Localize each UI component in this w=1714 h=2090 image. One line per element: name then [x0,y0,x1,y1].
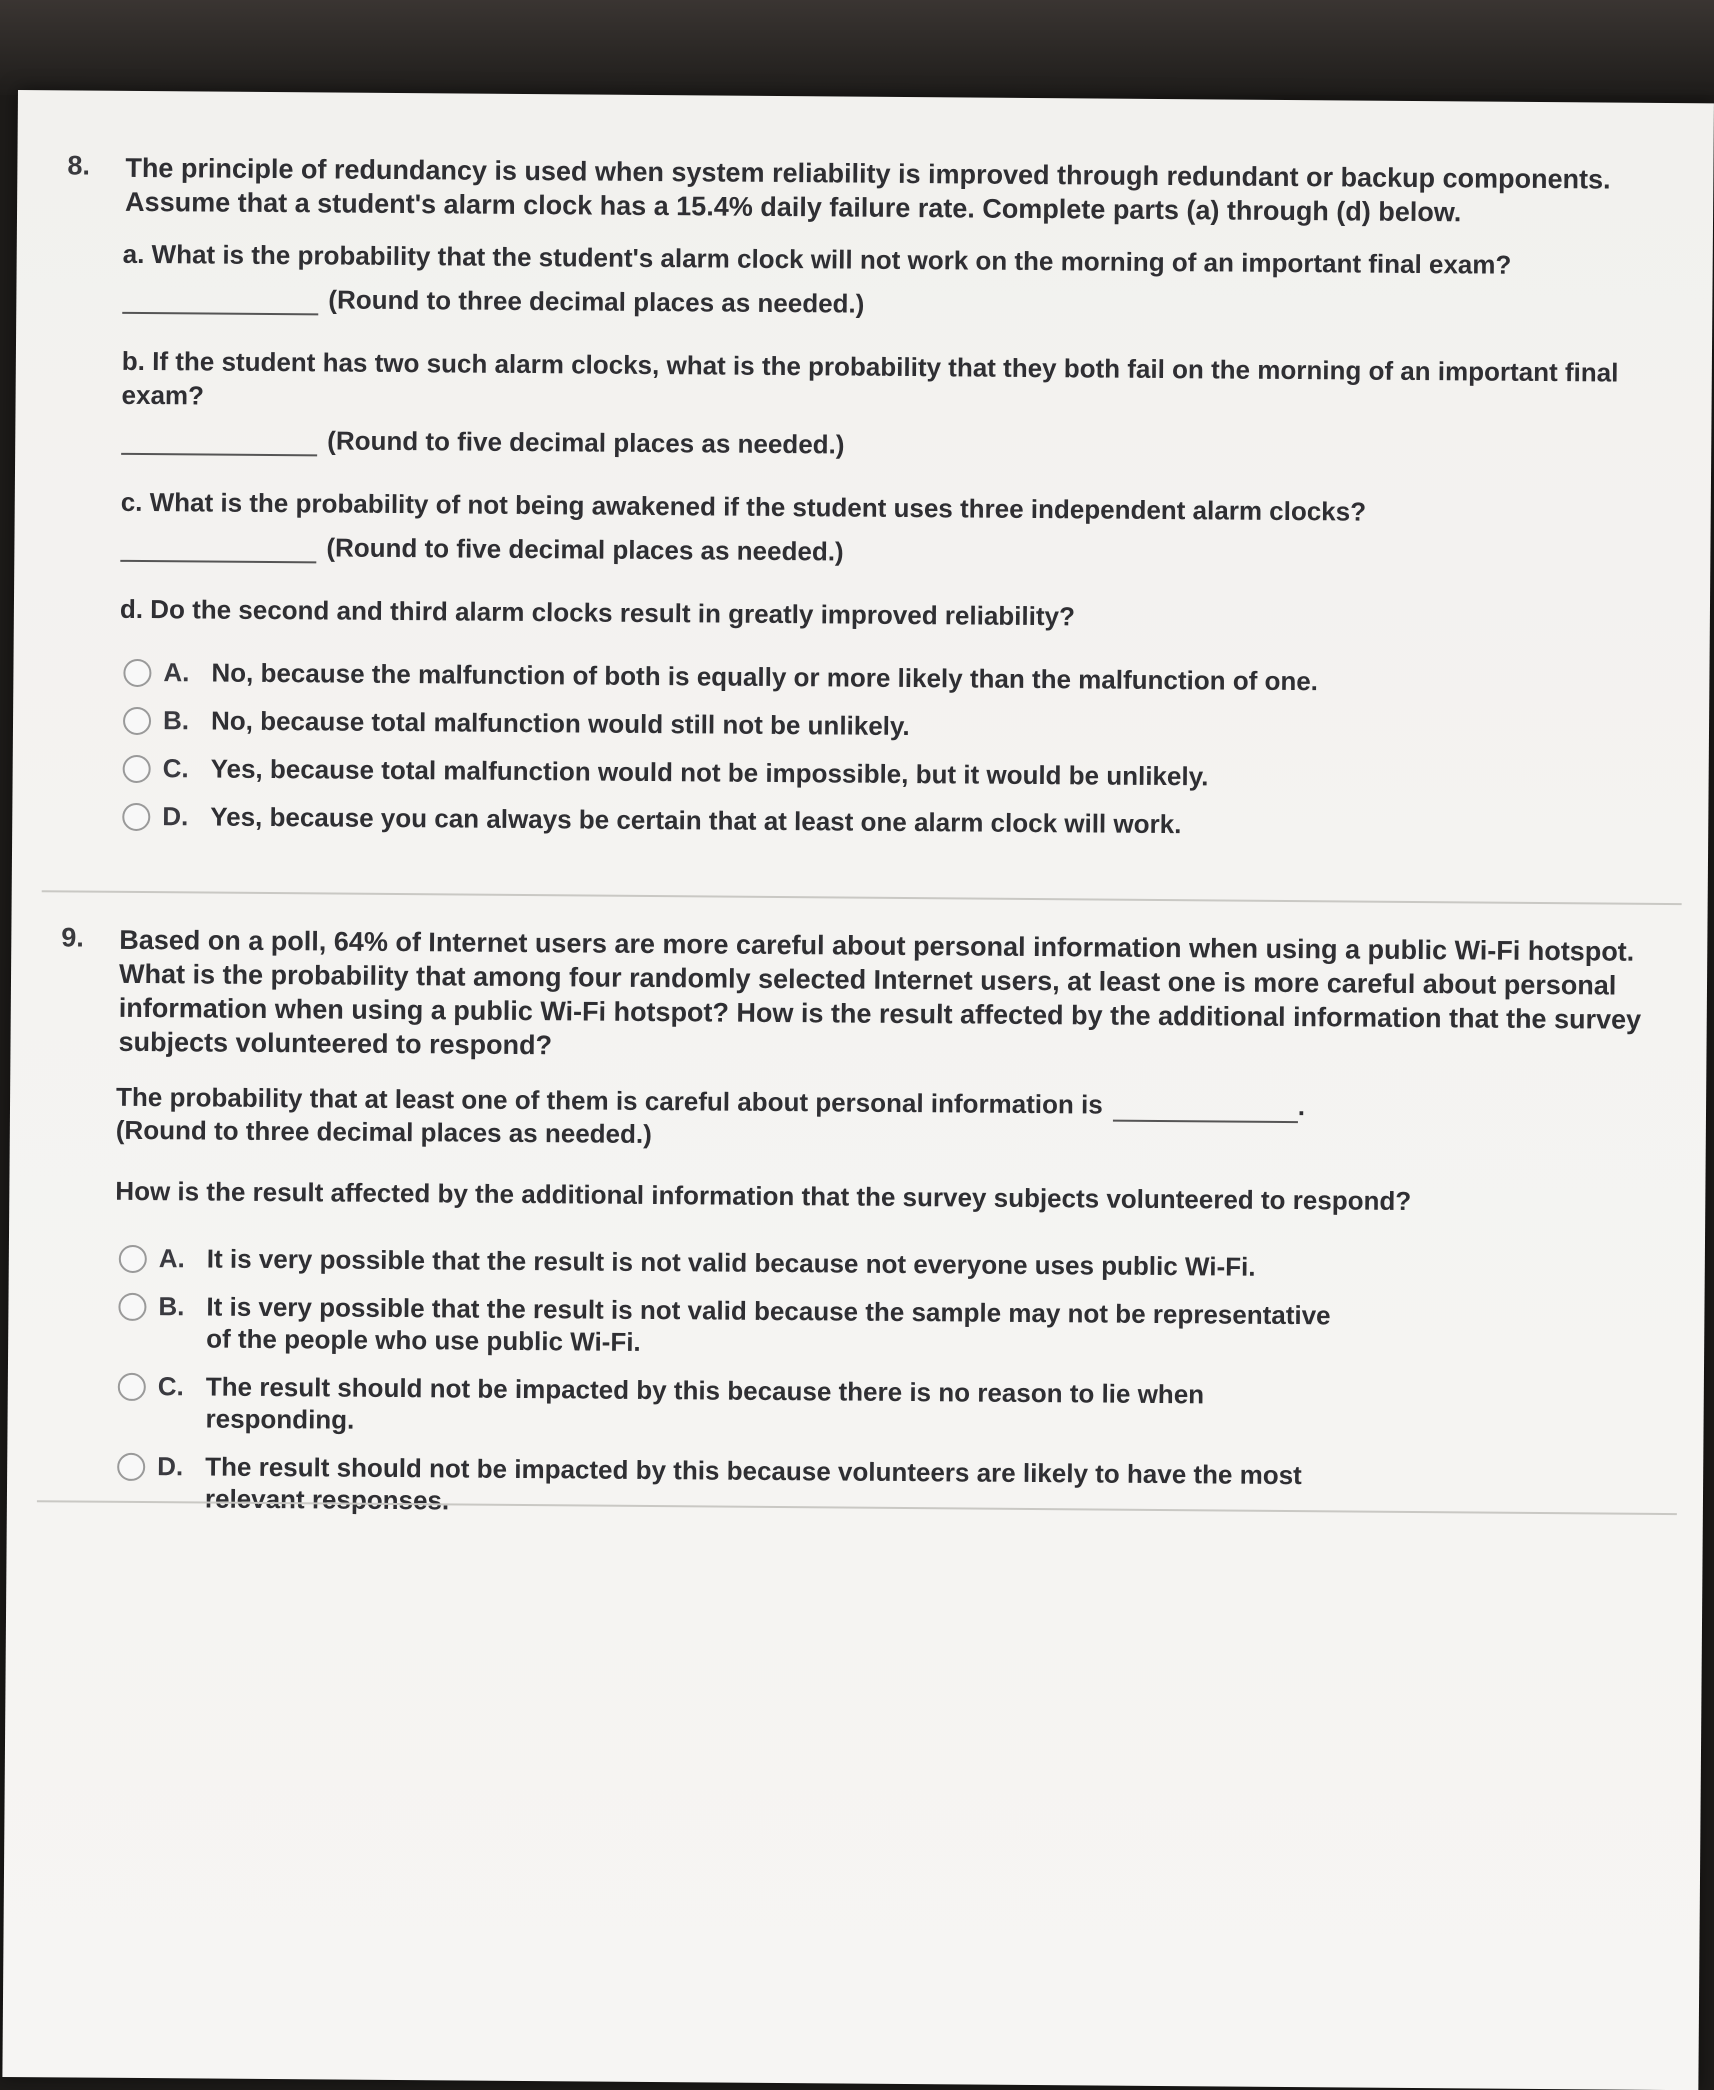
part-c-answer-blank[interactable] [120,534,316,564]
option-b[interactable] [123,704,1683,748]
part-c-question: c. What is the probability of not being awakened if the student uses three independent alarm clocks? [120,486,1367,527]
part-d-options [122,656,1683,844]
part-a-hint: (Round to three decimal places as needed.) [328,284,865,319]
option-d[interactable] [117,1450,1677,1526]
radio-icon[interactable] [123,755,151,783]
answer-prompt-text: The probability that at least one of them is careful about personal information is [115,1081,1103,1120]
option-c[interactable] [117,1370,1677,1446]
option-text: Yes, because you can always be certain that at least one alarm clock will work. [210,801,1182,840]
radio-icon[interactable] [117,1453,145,1481]
radio-icon[interactable] [118,1373,146,1401]
question-divider [42,890,1682,905]
part-a-answer-blank[interactable] [122,286,318,316]
option-letter: A. [163,657,190,688]
question-number: 9. [61,922,84,953]
option-letter: B. [162,705,190,736]
option-letter: B. [158,1291,185,1322]
q9-hint: (Round to three decimal places as needed.) [115,1114,652,1150]
part-a-question: a. What is the probability that the student's alarm clock will not work on the morning of an important final exam? [122,238,1512,280]
part-d-question: d. Do the second and third alarm clocks result in greatly improved reliability? [119,593,1076,632]
option-text: No, because the malfunction of both is equally or more likely than the malfunction of one. [211,657,1319,697]
part-b-hint: (Round to five decimal places as needed.) [327,425,845,460]
radio-icon[interactable] [119,1245,147,1273]
question-text: The principle of redundancy is used when system reliability is improved through redundant or backup components. Assume that a student's alarm clock has a 15.4% daily failure rate. Complete parts (a) through (d) below. [125,152,1611,228]
option-letter: D. [162,801,189,832]
option-letter: A. [158,1243,185,1274]
question-9 [57,922,1682,1542]
option-c[interactable] [123,752,1683,796]
desk-background [0,0,1714,95]
option-text: The result should not be impacted by this because volunteers are likely to have the most relevant responses. [204,1451,1302,1516]
q9-sub-question: How is the result affected by the additional information that the survey subjects volunteered to respond? [115,1175,1412,1216]
option-text: It is very possible that the result is not valid because not everyone uses public Wi-Fi. [206,1243,1256,1282]
radio-icon[interactable] [122,803,150,831]
radio-icon[interactable] [123,707,151,735]
q9-options [117,1242,1679,1526]
radio-icon[interactable] [118,1293,146,1321]
question-text: Based on a poll, 64% of Internet users are more careful about personal information when using a public Wi-Fi hotspot. What is the probability that among four randomly selected Internet users, at least one is more careful about personal information when using a public Wi-Fi hotspot? How is the result affected by the additional information that the survey subjects volunteered to respond? [118,924,1642,1061]
option-text: Yes, because total malfunction would not be impossible, but it would be unlikely. [210,753,1209,792]
radio-icon[interactable] [123,659,151,687]
answer-prompt-end: . [1297,1091,1306,1122]
option-letter: C. [157,1371,184,1402]
worksheet-page [2,90,1714,2090]
option-letter: D. [157,1451,184,1482]
option-text: The result should not be impacted by this because there is no reason to lie when responding. [205,1371,1205,1435]
part-c-hint: (Round to five decimal places as needed.) [326,532,844,567]
option-letter: C. [162,753,189,784]
option-b[interactable] [118,1290,1678,1366]
part-b-answer-blank[interactable] [121,427,317,457]
option-text: It is very possible that the result is not valid because the sample may not be representative of the people who use public Wi-Fi. [206,1291,1331,1357]
option-text: No, because total malfunction would still not be unlikely. [210,705,910,742]
part-b-question: b. If the student has two such alarm clocks, what is the probability that they both fail on the morning of an important final exam? [121,345,1619,411]
question-number: 8. [67,150,91,181]
q9-answer-blank[interactable] [1113,1094,1298,1123]
question-8 [62,150,1687,860]
option-d[interactable] [122,800,1682,844]
